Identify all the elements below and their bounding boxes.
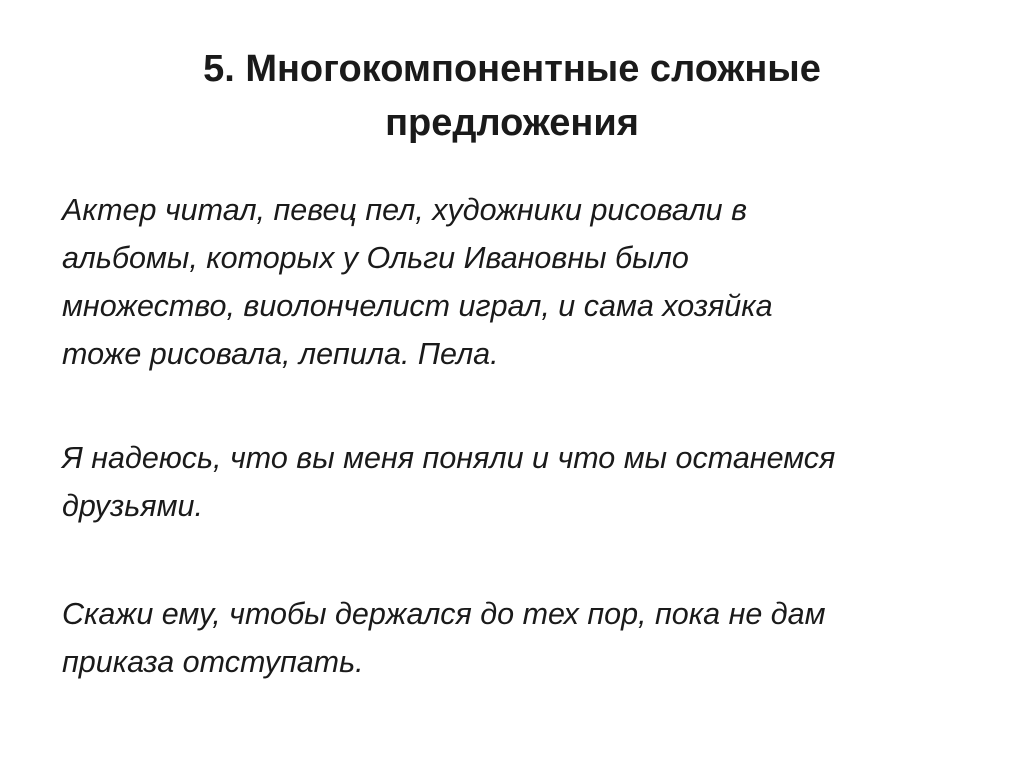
text-line: тоже рисовала, лепила. Пела. (62, 337, 499, 371)
text-line: Актер читал, певец пел, художники рисовали в (62, 193, 748, 227)
text-line: приказа отступать. (62, 645, 364, 679)
text-line: друзьями. (62, 489, 203, 523)
example-sentence-1 (62, 186, 962, 378)
text-line: альбомы, которых у Ольги Ивановны было (62, 241, 689, 275)
slide-title-line: 5. Многокомпонентные сложные (203, 48, 821, 90)
example-sentence-2 (62, 434, 962, 530)
text-line: Я надеюсь, что вы меня поняли и что мы останемся (62, 441, 836, 475)
text-line: Скажи ему, чтобы держался до тех пор, пока не дам (62, 597, 826, 631)
slide-title-line: предложения (385, 102, 639, 144)
text-line: множество, виолончелист играл, и сама хозяйка (62, 289, 773, 323)
example-sentence-3 (62, 590, 962, 686)
slide-title (80, 42, 944, 150)
